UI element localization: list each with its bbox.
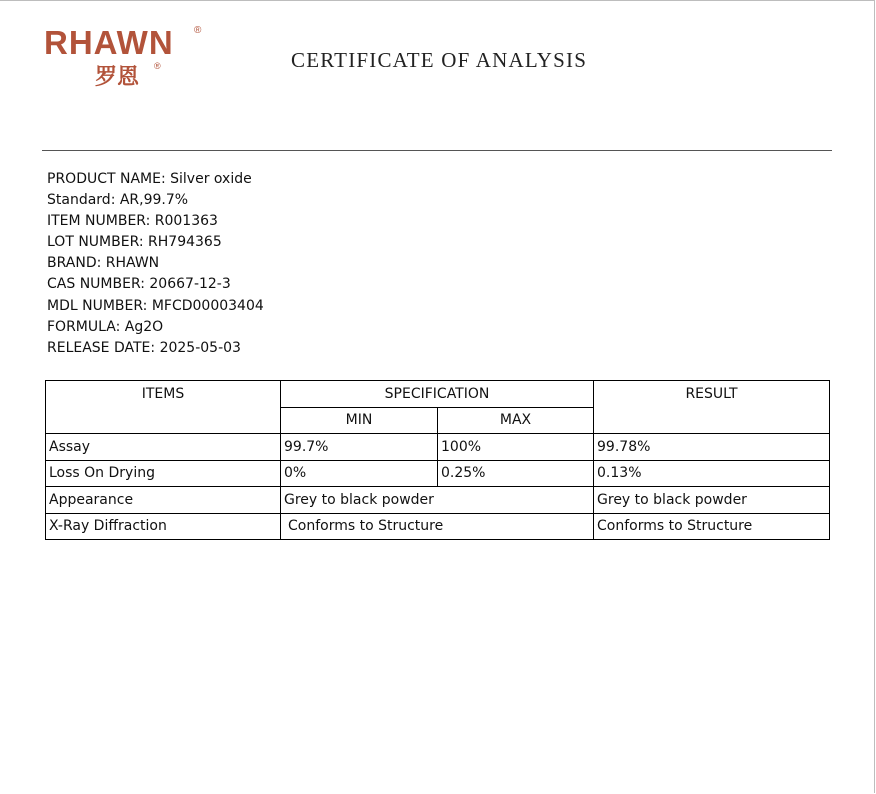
brand: BRAND: RHAWN bbox=[47, 255, 160, 272]
logo-registered-mark-cn: ® bbox=[154, 61, 161, 71]
analysis-table bbox=[45, 380, 830, 540]
header-divider bbox=[42, 150, 832, 151]
mdl-number: MDL NUMBER: MFCD00003404 bbox=[47, 297, 264, 314]
row-item: Loss On Drying bbox=[46, 460, 281, 487]
logo-wordmark: RHAWN bbox=[44, 24, 174, 61]
header-max: MAX bbox=[438, 407, 594, 434]
header-result: RESULT bbox=[594, 381, 830, 434]
row-spec: Grey to black powder bbox=[281, 487, 594, 514]
certificate-title: CERTIFICATE OF ANALYSIS bbox=[291, 48, 588, 72]
product-info bbox=[47, 169, 264, 359]
item-number: ITEM NUMBER: R001363 bbox=[47, 213, 218, 230]
row-result: Grey to black powder bbox=[594, 487, 830, 514]
row-max: 100% bbox=[438, 434, 594, 461]
table-row bbox=[46, 487, 830, 514]
table-header-row bbox=[46, 381, 830, 408]
header-items: ITEMS bbox=[46, 381, 281, 434]
table-row bbox=[46, 513, 830, 540]
table-row bbox=[46, 434, 830, 461]
row-item: X-Ray Diffraction bbox=[46, 513, 281, 540]
table-row bbox=[46, 460, 830, 487]
row-min: 0% bbox=[281, 460, 438, 487]
row-result: 99.78% bbox=[594, 434, 830, 461]
header-specification: SPECIFICATION bbox=[281, 381, 594, 408]
row-item: Assay bbox=[46, 434, 281, 461]
logo-chinese-name: 罗恩 bbox=[95, 65, 140, 90]
rhawn-logo bbox=[44, 25, 214, 97]
formula: FORMULA: Ag2O bbox=[47, 318, 164, 335]
row-result: 0.13% bbox=[594, 460, 830, 487]
cas-number: CAS NUMBER: 20667-12-3 bbox=[47, 276, 231, 293]
row-result: Conforms to Structure bbox=[594, 513, 830, 540]
row-max: 0.25% bbox=[438, 460, 594, 487]
product-standard: Standard: AR,99.7% bbox=[47, 192, 189, 209]
logo-registered-mark: ® bbox=[194, 25, 202, 36]
release-date: RELEASE DATE: 2025-05-03 bbox=[47, 339, 241, 356]
row-item: Appearance bbox=[46, 487, 281, 514]
header-min: MIN bbox=[281, 407, 438, 434]
lot-number: LOT NUMBER: RH794365 bbox=[47, 234, 222, 251]
row-min: 99.7% bbox=[281, 434, 438, 461]
row-spec: Conforms to Structure bbox=[281, 513, 594, 540]
product-name: PRODUCT NAME: Silver oxide bbox=[47, 171, 252, 187]
